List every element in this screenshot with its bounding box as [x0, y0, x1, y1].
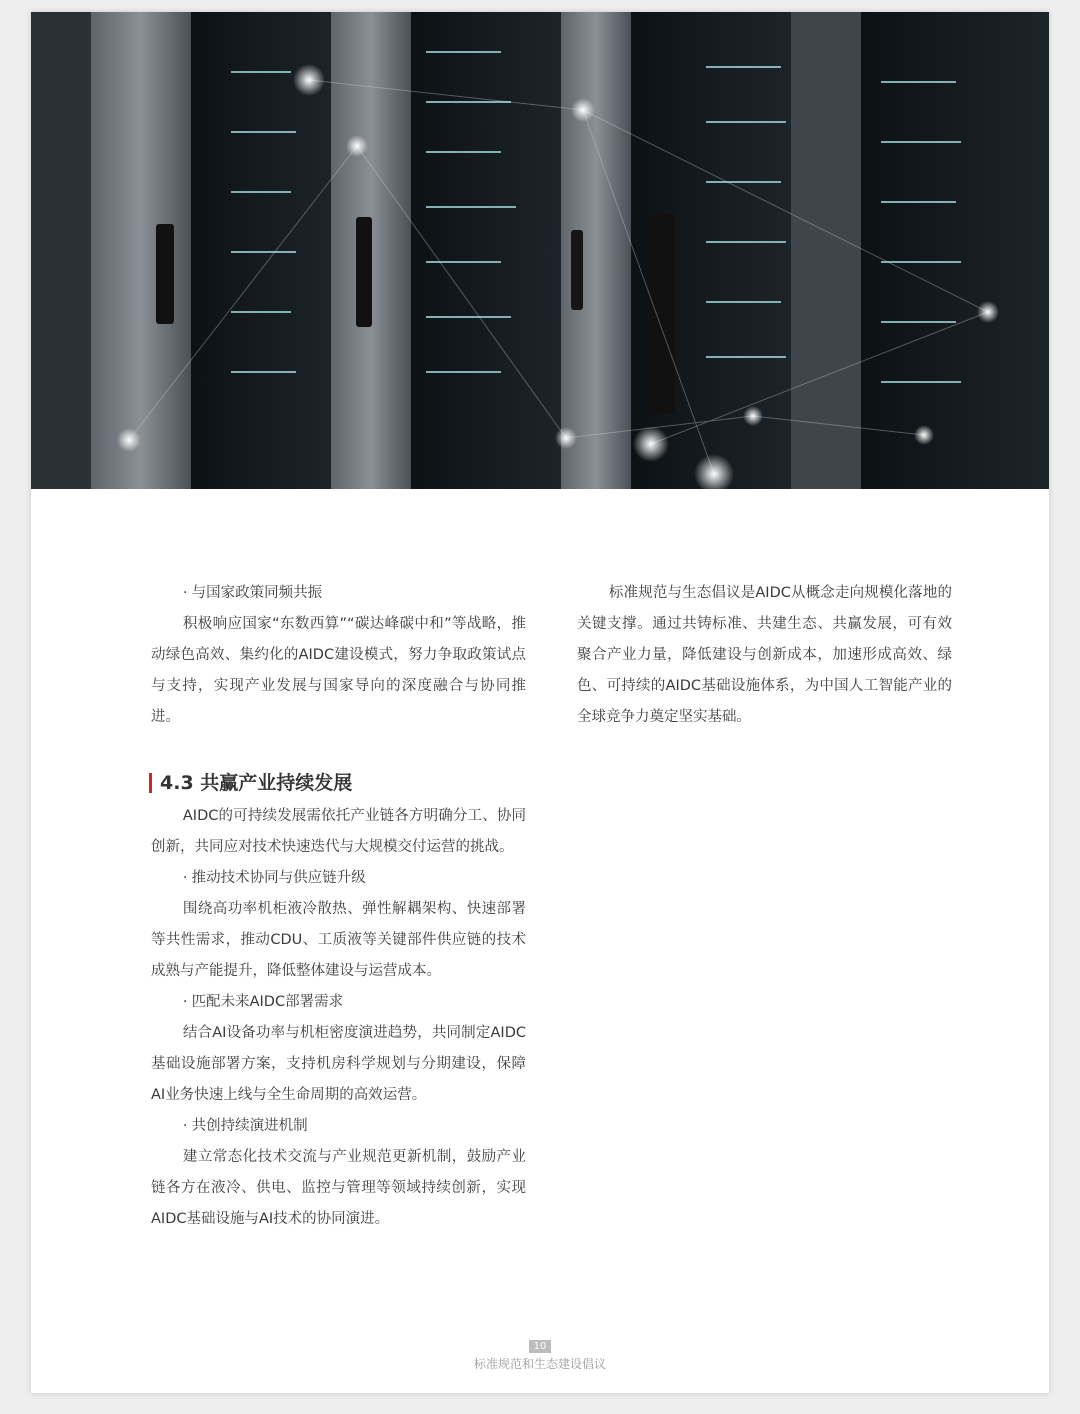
bullet-heading-text: 与国家政策同频共振: [191, 585, 323, 601]
paragraph: 标准规范与生态倡议是AIDC从概念走向规模化落地的关键支撑。通过共铸标准、共建生态、共赢发展，可有效聚合产业力量，降低建设与创新成本，加速形成高效、绿色、可持续的AIDC基础设施体系，为中国人工智能产业的全球竞争力奠定坚实基础。: [577, 585, 952, 725]
bullet-heading-text: 匹配未来AIDC部署需求: [191, 994, 344, 1010]
section-accent-bar: [149, 773, 152, 793]
page-number: 10: [529, 1340, 552, 1353]
paragraph: AIDC的可持续发展需依托产业链各方明确分工、协同创新，共同应对技术快速迭代与大规模交付运营的挑战。: [151, 808, 526, 855]
bullet-heading-text: 共创持续演进机制: [191, 1118, 308, 1134]
bullet-heading: · 匹配未来AIDC部署需求: [182, 994, 344, 1010]
server-rack-illustration: [31, 12, 1049, 489]
paragraph: 围绕高功率机柜液冷散热、弹性解耦架构、快速部署等共性需求，推动CDU、工质液等关键部件供应链的技术成熟与产能提升，降低整体建设与运营成本。: [151, 901, 526, 979]
left-text-column: [151, 578, 526, 1235]
paragraph: 建立常态化技术交流与产业规范更新机制，鼓励产业链各方在液冷、供电、监控与管理等领域持续创新，实现AIDC基础设施与AI技术的协同演进。: [151, 1149, 526, 1227]
section-heading: [151, 767, 526, 799]
bullet-heading-text: 推动技术协同与供应链升级: [191, 870, 366, 886]
right-text-column: [577, 578, 952, 733]
page-footer: [31, 1334, 1049, 1372]
bullet-heading: · 与国家政策同频共振: [182, 585, 323, 601]
server-rack-hero-image: [31, 12, 1049, 489]
document-page: [31, 12, 1049, 1393]
paragraph: 积极响应国家“东数西算”“碳达峰碳中和”等战略，推动绿色高效、集约化的AIDC建设模式，努力争取政策试点与支持，实现产业发展与国家导向的深度融合与协同推进。: [151, 616, 526, 725]
bullet-heading: · 推动技术协同与供应链升级: [182, 870, 366, 886]
footer-title: 标准规范和生态建设倡议: [473, 1357, 606, 1371]
paragraph: 结合AI设备功率与机柜密度演进趋势，共同制定AIDC基础设施部署方案，支持机房科学规划与分期建设，保障AI业务快速上线与全生命周期的高效运营。: [151, 1025, 526, 1103]
bullet-heading: · 共创持续演进机制: [182, 1118, 308, 1134]
section-heading-text: 4.3 共赢产业持续发展: [160, 772, 353, 794]
